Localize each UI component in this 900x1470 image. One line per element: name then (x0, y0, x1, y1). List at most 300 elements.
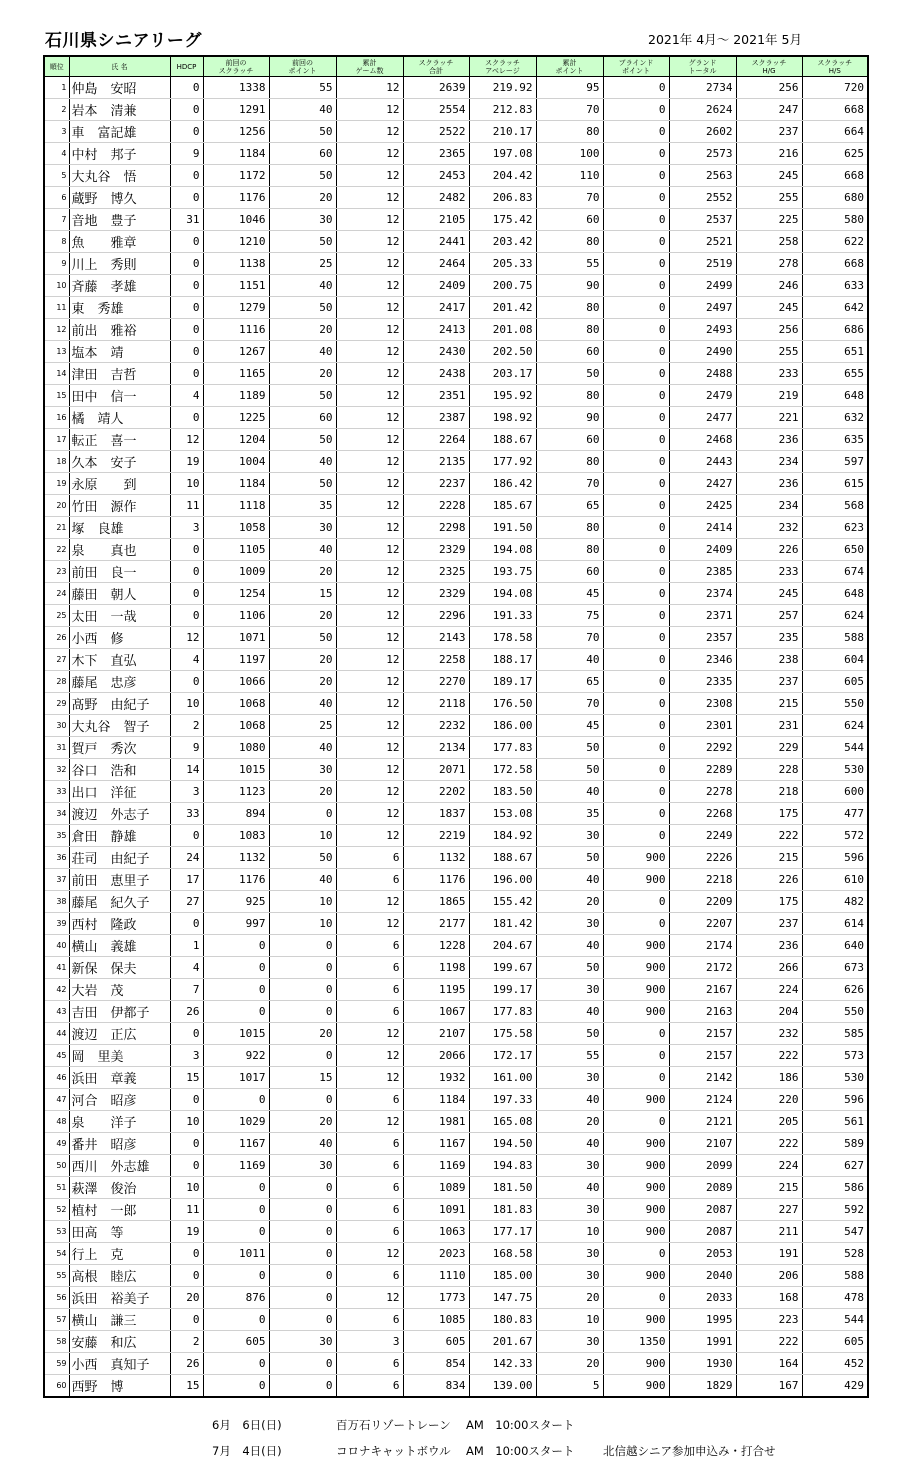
scratch-average-cell: 202.50 (469, 341, 536, 363)
games-cell: 12 (336, 1287, 403, 1309)
table-row (44, 649, 868, 671)
blind-points-cell: 0 (603, 583, 669, 605)
high-series-cell: 530 (802, 1067, 868, 1089)
total-points-cell: 65 (536, 671, 603, 693)
grand-total-cell: 2209 (669, 891, 736, 913)
high-game-cell: 204 (736, 1001, 802, 1023)
scratch-total-cell: 2219 (403, 825, 469, 847)
prev-scratch-cell: 1210 (203, 231, 269, 253)
games-cell: 12 (336, 165, 403, 187)
high-series-cell: 664 (802, 121, 868, 143)
prev-points-cell: 35 (269, 495, 336, 517)
scratch-average-cell: 188.67 (469, 847, 536, 869)
hdcp-cell: 0 (170, 583, 203, 605)
scratch-average-cell: 183.50 (469, 781, 536, 803)
blind-points-cell: 0 (603, 803, 669, 825)
blind-points-cell: 1350 (603, 1331, 669, 1353)
rank-cell: 15 (44, 385, 69, 407)
blind-points-cell: 900 (603, 1353, 669, 1375)
scratch-average-cell: 188.17 (469, 649, 536, 671)
prev-scratch-cell: 925 (203, 891, 269, 913)
grand-total-cell: 2443 (669, 451, 736, 473)
blind-points-cell: 0 (603, 1023, 669, 1045)
blind-points-cell: 0 (603, 143, 669, 165)
grand-total-cell: 2519 (669, 253, 736, 275)
games-cell: 12 (336, 275, 403, 297)
high-game-cell: 211 (736, 1221, 802, 1243)
scratch-total-cell: 1184 (403, 1089, 469, 1111)
player-name-cell: 横山 謙三 (69, 1309, 170, 1331)
blind-points-cell: 0 (603, 737, 669, 759)
rank-cell: 11 (44, 297, 69, 319)
scratch-total-cell: 2258 (403, 649, 469, 671)
scratch-total-cell: 2387 (403, 407, 469, 429)
prev-scratch-cell: 1066 (203, 671, 269, 693)
scratch-total-cell: 2639 (403, 77, 469, 99)
rank-cell: 31 (44, 737, 69, 759)
player-name-cell: 泉 真也 (69, 539, 170, 561)
scratch-total-cell: 2522 (403, 121, 469, 143)
high-game-cell: 215 (736, 847, 802, 869)
player-name-cell: 倉田 静雄 (69, 825, 170, 847)
high-game-cell: 186 (736, 1067, 802, 1089)
table-row (44, 297, 868, 319)
rank-cell: 14 (44, 363, 69, 385)
prev-points-cell: 55 (269, 77, 336, 99)
total-points-cell: 100 (536, 143, 603, 165)
table-row (44, 869, 868, 891)
high-series-cell: 452 (802, 1353, 868, 1375)
hdcp-cell: 14 (170, 759, 203, 781)
scratch-average-cell: 188.67 (469, 429, 536, 451)
prev-scratch-cell: 1118 (203, 495, 269, 517)
blind-points-cell: 0 (603, 253, 669, 275)
total-points-cell: 50 (536, 363, 603, 385)
blind-points-cell: 0 (603, 209, 669, 231)
table-row (44, 759, 868, 781)
high-game-cell: 255 (736, 341, 802, 363)
table-row (44, 781, 868, 803)
scratch-total-cell: 1110 (403, 1265, 469, 1287)
rank-cell: 13 (44, 341, 69, 363)
rank-cell: 9 (44, 253, 69, 275)
rank-cell: 24 (44, 583, 69, 605)
high-series-cell: 614 (802, 913, 868, 935)
table-row (44, 1287, 868, 1309)
table-row (44, 77, 868, 99)
player-name-cell: 岡 里美 (69, 1045, 170, 1067)
total-points-cell: 5 (536, 1375, 603, 1398)
rank-cell: 42 (44, 979, 69, 1001)
rank-cell: 6 (44, 187, 69, 209)
scratch-average-cell: 203.42 (469, 231, 536, 253)
table-row (44, 913, 868, 935)
total-points-cell: 45 (536, 715, 603, 737)
high-game-cell: 238 (736, 649, 802, 671)
hdcp-cell: 0 (170, 1023, 203, 1045)
prev-points-cell: 60 (269, 407, 336, 429)
blind-points-cell: 0 (603, 99, 669, 121)
grand-total-cell: 2033 (669, 1287, 736, 1309)
games-cell: 12 (336, 737, 403, 759)
hdcp-cell: 0 (170, 341, 203, 363)
blind-points-cell: 900 (603, 1221, 669, 1243)
prev-points-cell: 50 (269, 165, 336, 187)
rank-cell: 8 (44, 231, 69, 253)
games-cell: 6 (336, 979, 403, 1001)
prev-points-cell: 50 (269, 231, 336, 253)
high-game-cell: 175 (736, 891, 802, 913)
high-game-cell: 225 (736, 209, 802, 231)
prev-scratch-cell: 1132 (203, 847, 269, 869)
prev-points-cell: 20 (269, 671, 336, 693)
col-prev-points-header: 前回の ポイント (269, 56, 336, 77)
scratch-total-cell: 1167 (403, 1133, 469, 1155)
table-row (44, 473, 868, 495)
games-cell: 6 (336, 1199, 403, 1221)
schedule-date: 6月 6日(日) (212, 1418, 282, 1432)
hdcp-cell: 0 (170, 319, 203, 341)
games-cell: 12 (336, 451, 403, 473)
prev-scratch-cell: 876 (203, 1287, 269, 1309)
prev-scratch-cell: 1256 (203, 121, 269, 143)
scratch-total-cell: 2264 (403, 429, 469, 451)
prev-scratch-cell: 1267 (203, 341, 269, 363)
prev-points-cell: 40 (269, 341, 336, 363)
scratch-average-cell: 172.58 (469, 759, 536, 781)
table-row (44, 1331, 868, 1353)
player-name-cell: 久本 安子 (69, 451, 170, 473)
col-high-series-header: スクラッチ H/S (802, 56, 868, 77)
blind-points-cell: 0 (603, 671, 669, 693)
hdcp-cell: 0 (170, 1089, 203, 1111)
schedule-time: AM 10:00スタート (466, 1418, 575, 1432)
prev-points-cell: 0 (269, 1221, 336, 1243)
scratch-total-cell: 2228 (403, 495, 469, 517)
total-points-cell: 80 (536, 385, 603, 407)
scratch-total-cell: 2417 (403, 297, 469, 319)
games-cell: 12 (336, 297, 403, 319)
total-points-cell: 50 (536, 737, 603, 759)
total-points-cell: 70 (536, 187, 603, 209)
total-points-cell: 60 (536, 561, 603, 583)
schedule-date: 7月 4日(日) (212, 1444, 282, 1458)
grand-total-cell: 2563 (669, 165, 736, 187)
prev-scratch-cell: 1138 (203, 253, 269, 275)
hdcp-cell: 0 (170, 1309, 203, 1331)
total-points-cell: 80 (536, 319, 603, 341)
games-cell: 6 (336, 1309, 403, 1331)
total-points-cell: 65 (536, 495, 603, 517)
hdcp-cell: 0 (170, 253, 203, 275)
prev-scratch-cell: 1046 (203, 209, 269, 231)
rank-cell: 41 (44, 957, 69, 979)
grand-total-cell: 2308 (669, 693, 736, 715)
total-points-cell: 40 (536, 1089, 603, 1111)
games-cell: 6 (336, 1177, 403, 1199)
scratch-total-cell: 2066 (403, 1045, 469, 1067)
blind-points-cell: 0 (603, 693, 669, 715)
prev-points-cell: 0 (269, 1045, 336, 1067)
scratch-average-cell: 191.33 (469, 605, 536, 627)
player-name-cell: 谷口 浩和 (69, 759, 170, 781)
player-name-cell: 小西 真知子 (69, 1353, 170, 1375)
hdcp-cell: 11 (170, 1199, 203, 1221)
grand-total-cell: 2157 (669, 1045, 736, 1067)
prev-points-cell: 30 (269, 759, 336, 781)
high-game-cell: 233 (736, 363, 802, 385)
total-points-cell: 50 (536, 759, 603, 781)
grand-total-cell: 2357 (669, 627, 736, 649)
scratch-average-cell: 199.17 (469, 979, 536, 1001)
rank-cell: 22 (44, 539, 69, 561)
grand-total-cell: 2207 (669, 913, 736, 935)
scratch-average-cell: 197.08 (469, 143, 536, 165)
scratch-total-cell: 2329 (403, 539, 469, 561)
grand-total-cell: 2521 (669, 231, 736, 253)
prev-points-cell: 20 (269, 649, 336, 671)
table-row (44, 341, 868, 363)
hdcp-cell: 0 (170, 825, 203, 847)
grand-total-cell: 2174 (669, 935, 736, 957)
scratch-total-cell: 2134 (403, 737, 469, 759)
games-cell: 12 (336, 781, 403, 803)
total-points-cell: 110 (536, 165, 603, 187)
blind-points-cell: 0 (603, 297, 669, 319)
scratch-average-cell: 165.08 (469, 1111, 536, 1133)
high-series-cell: 589 (802, 1133, 868, 1155)
scratch-total-cell: 2430 (403, 341, 469, 363)
hdcp-cell: 2 (170, 715, 203, 737)
player-name-cell: 岩本 清兼 (69, 99, 170, 121)
games-cell: 12 (336, 913, 403, 935)
rank-cell: 21 (44, 517, 69, 539)
rank-cell: 1 (44, 77, 69, 99)
total-points-cell: 90 (536, 407, 603, 429)
hdcp-cell: 11 (170, 495, 203, 517)
player-name-cell: 髙野 由紀子 (69, 693, 170, 715)
rank-cell: 19 (44, 473, 69, 495)
prev-points-cell: 40 (269, 693, 336, 715)
prev-scratch-cell: 0 (203, 1309, 269, 1331)
prev-points-cell: 20 (269, 1111, 336, 1133)
high-series-cell: 429 (802, 1375, 868, 1398)
col-hdcp-header: HDCP (170, 56, 203, 77)
player-name-cell: 東 秀雄 (69, 297, 170, 319)
player-name-cell: 前田 恵里子 (69, 869, 170, 891)
prev-scratch-cell: 1165 (203, 363, 269, 385)
hdcp-cell: 10 (170, 693, 203, 715)
prev-points-cell: 10 (269, 825, 336, 847)
scratch-total-cell: 2202 (403, 781, 469, 803)
scratch-average-cell: 194.83 (469, 1155, 536, 1177)
prev-points-cell: 50 (269, 429, 336, 451)
grand-total-cell: 2493 (669, 319, 736, 341)
table-row (44, 99, 868, 121)
grand-total-cell: 2218 (669, 869, 736, 891)
grand-total-cell: 2301 (669, 715, 736, 737)
high-series-cell: 674 (802, 561, 868, 583)
player-name-cell: 塩本 靖 (69, 341, 170, 363)
high-game-cell: 231 (736, 715, 802, 737)
games-cell: 12 (336, 715, 403, 737)
high-game-cell: 266 (736, 957, 802, 979)
prev-points-cell: 0 (269, 1089, 336, 1111)
table-row (44, 583, 868, 605)
blind-points-cell: 0 (603, 473, 669, 495)
blind-points-cell: 900 (603, 1155, 669, 1177)
prev-points-cell: 0 (269, 1287, 336, 1309)
scratch-total-cell: 1067 (403, 1001, 469, 1023)
blind-points-cell: 900 (603, 869, 669, 891)
scratch-total-cell: 2237 (403, 473, 469, 495)
high-series-cell: 568 (802, 495, 868, 517)
total-points-cell: 30 (536, 1243, 603, 1265)
scratch-average-cell: 212.83 (469, 99, 536, 121)
schedule-note: 北信越シニア参加申込み・打合せ (603, 1444, 776, 1458)
high-game-cell: 168 (736, 1287, 802, 1309)
scratch-average-cell: 199.67 (469, 957, 536, 979)
prev-points-cell: 40 (269, 737, 336, 759)
table-row (44, 253, 868, 275)
scratch-total-cell: 2023 (403, 1243, 469, 1265)
high-series-cell: 544 (802, 1309, 868, 1331)
scratch-average-cell: 153.08 (469, 803, 536, 825)
rank-cell: 5 (44, 165, 69, 187)
scratch-total-cell: 605 (403, 1331, 469, 1353)
high-game-cell: 237 (736, 913, 802, 935)
high-game-cell: 237 (736, 121, 802, 143)
prev-points-cell: 30 (269, 1331, 336, 1353)
prev-points-cell: 40 (269, 451, 336, 473)
player-name-cell: 藤尾 忠彦 (69, 671, 170, 693)
scratch-total-cell: 2298 (403, 517, 469, 539)
table-row (44, 1309, 868, 1331)
table-row (44, 1243, 868, 1265)
scratch-average-cell: 175.58 (469, 1023, 536, 1045)
prev-scratch-cell: 1176 (203, 187, 269, 209)
total-points-cell: 55 (536, 1045, 603, 1067)
col-grand-total-header: グランド トータル (669, 56, 736, 77)
games-cell: 12 (336, 407, 403, 429)
rank-cell: 20 (44, 495, 69, 517)
high-series-cell: 680 (802, 187, 868, 209)
high-game-cell: 236 (736, 473, 802, 495)
col-total-points-header: 累計 ポイント (536, 56, 603, 77)
high-game-cell: 221 (736, 407, 802, 429)
table-row (44, 187, 868, 209)
prev-scratch-cell: 1015 (203, 1023, 269, 1045)
total-points-cell: 80 (536, 121, 603, 143)
col-name-header: 氏 名 (69, 56, 170, 77)
rank-cell: 27 (44, 649, 69, 671)
prev-scratch-cell: 1172 (203, 165, 269, 187)
scratch-total-cell: 2270 (403, 671, 469, 693)
high-series-cell: 596 (802, 1089, 868, 1111)
table-body (44, 77, 868, 1398)
high-series-cell: 588 (802, 627, 868, 649)
grand-total-cell: 2124 (669, 1089, 736, 1111)
grand-total-cell: 2385 (669, 561, 736, 583)
games-cell: 12 (336, 759, 403, 781)
high-series-cell: 686 (802, 319, 868, 341)
total-points-cell: 20 (536, 1287, 603, 1309)
table-row (44, 1221, 868, 1243)
prev-points-cell: 50 (269, 121, 336, 143)
prev-points-cell: 30 (269, 517, 336, 539)
total-points-cell: 50 (536, 1023, 603, 1045)
player-name-cell: 田中 信一 (69, 385, 170, 407)
scratch-average-cell: 201.67 (469, 1331, 536, 1353)
col-scratch-average-header: スクラッチ アベレージ (469, 56, 536, 77)
player-name-cell: 西川 外志雄 (69, 1155, 170, 1177)
prev-points-cell: 0 (269, 935, 336, 957)
grand-total-cell: 2292 (669, 737, 736, 759)
total-points-cell: 80 (536, 539, 603, 561)
grand-total-cell: 2172 (669, 957, 736, 979)
high-series-cell: 622 (802, 231, 868, 253)
grand-total-cell: 2040 (669, 1265, 736, 1287)
games-cell: 12 (336, 385, 403, 407)
blind-points-cell: 0 (603, 627, 669, 649)
scratch-total-cell: 2105 (403, 209, 469, 231)
high-series-cell: 650 (802, 539, 868, 561)
table-row (44, 825, 868, 847)
schedule-venue: コロナキャットボウル (336, 1444, 451, 1458)
prev-scratch-cell: 1189 (203, 385, 269, 407)
games-cell: 12 (336, 693, 403, 715)
scratch-total-cell: 854 (403, 1353, 469, 1375)
blind-points-cell: 0 (603, 649, 669, 671)
scratch-total-cell: 2438 (403, 363, 469, 385)
prev-scratch-cell: 1291 (203, 99, 269, 121)
prev-scratch-cell: 1254 (203, 583, 269, 605)
high-game-cell: 219 (736, 385, 802, 407)
prev-scratch-cell: 1004 (203, 451, 269, 473)
scratch-total-cell: 2177 (403, 913, 469, 935)
hdcp-cell: 12 (170, 627, 203, 649)
high-series-cell: 633 (802, 275, 868, 297)
total-points-cell: 80 (536, 517, 603, 539)
high-series-cell: 673 (802, 957, 868, 979)
prev-scratch-cell: 1169 (203, 1155, 269, 1177)
total-points-cell: 75 (536, 605, 603, 627)
rank-cell: 53 (44, 1221, 69, 1243)
scratch-total-cell: 2296 (403, 605, 469, 627)
high-series-cell: 615 (802, 473, 868, 495)
high-series-cell: 635 (802, 429, 868, 451)
col-blind-points-header: ブラインド ポイント (603, 56, 669, 77)
prev-points-cell: 0 (269, 1375, 336, 1398)
player-name-cell: 萩澤 俊治 (69, 1177, 170, 1199)
hdcp-cell: 0 (170, 165, 203, 187)
high-series-cell: 605 (802, 671, 868, 693)
high-game-cell: 175 (736, 803, 802, 825)
rank-cell: 60 (44, 1375, 69, 1398)
scratch-average-cell: 194.08 (469, 539, 536, 561)
scratch-average-cell: 177.17 (469, 1221, 536, 1243)
scratch-total-cell: 2135 (403, 451, 469, 473)
prev-points-cell: 0 (269, 1353, 336, 1375)
hdcp-cell: 31 (170, 209, 203, 231)
prev-scratch-cell: 997 (203, 913, 269, 935)
blind-points-cell: 900 (603, 847, 669, 869)
high-game-cell: 224 (736, 1155, 802, 1177)
scratch-average-cell: 193.75 (469, 561, 536, 583)
high-game-cell: 247 (736, 99, 802, 121)
col-scratch-total-header: スクラッチ 合計 (403, 56, 469, 77)
table-row (44, 979, 868, 1001)
